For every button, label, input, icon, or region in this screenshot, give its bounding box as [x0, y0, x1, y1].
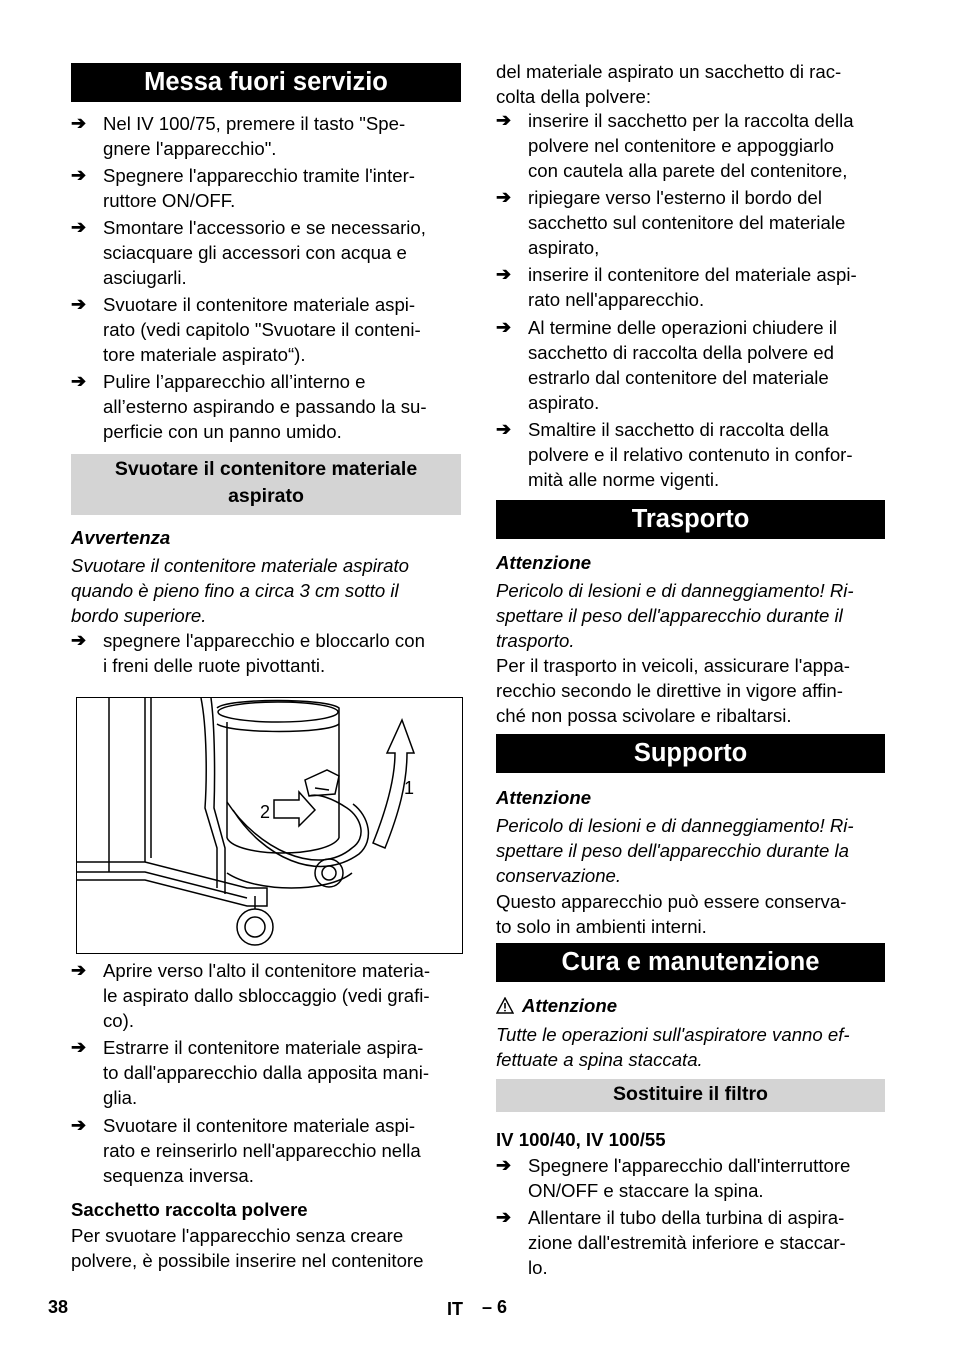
attenzione-label: Attenzione [522, 995, 618, 1016]
text-line: zione dall'estremità inferiore e staccar- [528, 1232, 846, 1253]
text-line: perficie con un panno umido. [103, 421, 342, 442]
vacuum-container-figure [76, 697, 463, 954]
text-line: Aprire verso l'alto il contenitore materia- [103, 960, 431, 981]
text-line: colta della polvere: [496, 86, 652, 107]
text-line: inserire il sacchetto per la raccolta della [528, 110, 854, 131]
sacchetto-title: Sacchetto raccolta polvere [71, 1199, 308, 1220]
text-line: estrarlo dal contenitore del materiale [528, 367, 829, 388]
text-line: Smaltire il sacchetto di raccolta della [528, 419, 829, 440]
attenzione-warning-label [496, 993, 617, 1018]
arrow-icon: ➔ [71, 371, 87, 391]
text-line: quando è pieno fino a circa 3 cm sotto il [71, 580, 399, 601]
heading-trasporto: Trasporto [496, 500, 885, 539]
text-line: Svuotare il contenitore materiale aspirato [71, 555, 409, 576]
text-line: lo. [528, 1257, 548, 1278]
text-line: sciacquare gli accessori con acqua e [103, 242, 407, 263]
text-line: Svuotare il contenitore materiale aspi- [103, 294, 416, 315]
arrow-icon: ➔ [496, 419, 512, 439]
arrow-icon: ➔ [71, 113, 87, 133]
text-line: Smontare l'accessorio e se necessario, [103, 217, 426, 238]
text-line: rato nell'apparecchio. [528, 289, 705, 310]
text-line: Pericolo di lesioni e di danneggiamento! Ri- [496, 815, 854, 836]
text-line: con cautela alla parete del contenitore, [528, 160, 848, 181]
text-line: sacchetto sul contenitore del materiale [528, 212, 846, 233]
text-line: all’esterno aspirando e passando la su- [103, 396, 427, 417]
text-line: Svuotare il contenitore materiale aspi- [103, 1115, 416, 1136]
text-line: polvere, è possibile inserire nel contenitore [71, 1250, 424, 1271]
arrow-icon: ➔ [71, 630, 87, 650]
text-line: glia. [103, 1087, 138, 1108]
figure-label-1: 1 [404, 778, 415, 798]
text-line: aspirato, [528, 237, 600, 258]
text-line: le aspirato dallo sbloccaggio (vedi grafi- [103, 985, 430, 1006]
heading-cura-manutenzione: Cura e manutenzione [496, 943, 885, 982]
text-line: fettuate a spina staccata. [496, 1049, 703, 1070]
text-line: Questo apparecchio può essere conserva- [496, 891, 847, 912]
arrow-icon: ➔ [71, 1037, 87, 1057]
arrow-icon: ➔ [71, 1115, 87, 1135]
sacchetto-text [71, 1223, 423, 1273]
text-line: asciugarli. [103, 267, 187, 288]
text-line: to dall'apparecchio dalla apposita mani- [103, 1062, 430, 1083]
text-line: Allentare il tubo della turbina di aspira- [528, 1207, 845, 1228]
text-line: tore materiale aspirato“). [103, 344, 306, 365]
heading-sostituire-filtro: Sostituire il filtro [496, 1079, 885, 1112]
text-line: ripiegare verso l'esterno il bordo del [528, 187, 822, 208]
text-line: aspirato. [528, 392, 600, 413]
text-line: Spegnere l'apparecchio tramite l'inter- [103, 165, 415, 186]
text-line: gnere l'apparecchio". [103, 138, 277, 159]
text-line: Estrarre il contenitore materiale aspira- [103, 1037, 424, 1058]
sub-page-number: – 6 [482, 1297, 508, 1317]
heading-supporto: Supporto [496, 734, 885, 773]
text-line: rato (vedi capitolo "Svuotare il conteni- [103, 319, 421, 340]
arrow-icon: ➔ [496, 264, 512, 284]
attenzione-text [496, 1022, 850, 1072]
text-line: ON/OFF e staccare la spina. [528, 1180, 764, 1201]
text-line: spegnere l'apparecchio e bloccarlo con [103, 630, 425, 651]
arrow-icon: ➔ [496, 1207, 512, 1227]
arrow-icon: ➔ [71, 960, 87, 980]
arrow-icon: ➔ [71, 294, 87, 314]
attenzione-text [496, 578, 854, 653]
text-line: co). [103, 1010, 134, 1031]
intro-text [496, 59, 841, 109]
avvertenza-text [71, 553, 409, 628]
arrow-icon: ➔ [496, 187, 512, 207]
attenzione-label: Attenzione [496, 787, 592, 808]
text-line: del materiale aspirato un sacchetto di rac- [496, 61, 842, 82]
text-line: Pericolo di lesioni e di danneggiamento! Ri- [496, 580, 854, 601]
text-line: recchio secondo le direttive in vigore affin- [496, 680, 843, 701]
text-line: Tutte le operazioni sull'aspiratore vanno ef- [496, 1024, 850, 1045]
text-line: bordo superiore. [71, 605, 207, 626]
text-line: inserire il contenitore del materiale aspi- [528, 264, 857, 285]
attenzione-text [496, 813, 854, 888]
text-line: polvere nel contenitore e appoggiarlo [528, 135, 834, 156]
attenzione-label: Attenzione [496, 552, 592, 573]
arrow-icon: ➔ [496, 1155, 512, 1175]
text-line: to solo in ambienti interni. [496, 916, 707, 937]
text-line: aspirato [228, 485, 304, 507]
text-line: ché non possa scivolare e ribaltarsi. [496, 705, 792, 726]
text-line: sacchetto di raccolta della polvere ed [528, 342, 834, 363]
page-number: 38 [48, 1297, 69, 1317]
supporto-text [496, 889, 846, 939]
text-line: Per il trasporto in veicoli, assicurare l'appa- [496, 655, 850, 676]
text-line: trasporto. [496, 630, 575, 651]
text-line: mità alle norme vigenti. [528, 469, 720, 490]
arrow-icon: ➔ [71, 217, 87, 237]
text-line: Per svuotare l'apparecchio senza creare [71, 1225, 404, 1246]
text-line: Al termine delle operazioni chiudere il [528, 317, 838, 338]
avvertenza-label: Avvertenza [71, 527, 171, 548]
text-line: ruttore ON/OFF. [103, 190, 236, 211]
text-line: Nel IV 100/75, premere il tasto "Spe- [103, 113, 406, 134]
text-line: sequenza inversa. [103, 1165, 254, 1186]
text-line: Spegnere l'apparecchio dall'interruttore [528, 1155, 851, 1176]
text-line: rato e reinserirlo nell'apparecchio nella [103, 1140, 421, 1161]
heading-messa-fuori-servizio: Messa fuori servizio [71, 63, 461, 102]
text-line: Pulire l’apparecchio all’interno e [103, 371, 366, 392]
warning-triangle-icon [496, 997, 514, 1014]
arrow-icon: ➔ [71, 165, 87, 185]
text-line: spettare il peso dell'apparecchio durante la [496, 840, 849, 861]
model-title: IV 100/40, IV 100/55 [496, 1129, 666, 1150]
arrow-icon: ➔ [496, 317, 512, 337]
trasporto-text [496, 653, 850, 728]
heading-svuotare-contenitore [71, 454, 461, 515]
text-line: spettare il peso dell'apparecchio durante il [496, 605, 843, 626]
text-line: polvere e il relativo contenuto in confor- [528, 444, 853, 465]
arrow-icon: ➔ [496, 110, 512, 130]
figure-label-2: 2 [260, 802, 271, 822]
language-code: IT [447, 1299, 463, 1319]
text-line: i freni delle ruote pivottanti. [103, 655, 326, 676]
text-line: Svuotare il contenitore materiale [114, 458, 418, 480]
vacuum-illustration [77, 698, 463, 954]
text-line: conservazione. [496, 865, 622, 886]
